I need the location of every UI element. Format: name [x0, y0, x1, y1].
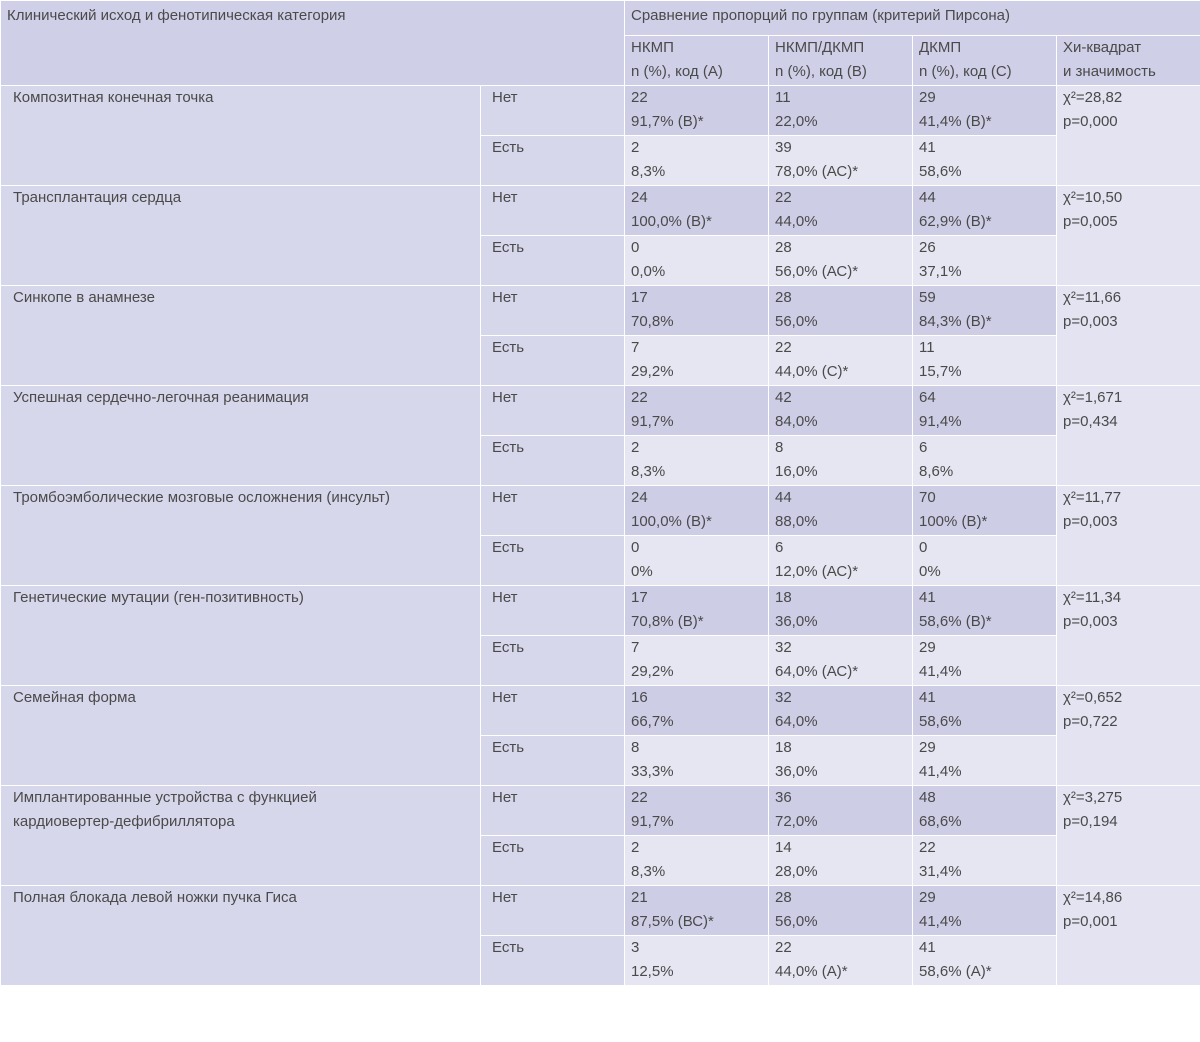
cell-text: 21	[631, 889, 648, 906]
cell-text: 22	[631, 389, 648, 406]
cell-text: Успешная сердечно-легочная реанимация	[13, 389, 309, 406]
value-cell-dkmp	[913, 236, 1057, 286]
cell-text: 100,0% (В)*	[631, 213, 712, 230]
column-header-nkmp: НКМП n (%), код (А)	[625, 36, 769, 86]
cell-text: 28,0%	[775, 863, 818, 880]
level-label	[481, 136, 625, 186]
cell-text: 0%	[631, 563, 653, 580]
cell-text: 22	[919, 839, 936, 856]
cell-text: 0,0%	[631, 263, 666, 280]
level-label	[481, 936, 625, 986]
cell-text: χ²=1,671	[1063, 389, 1123, 406]
cell-text: 32	[775, 689, 792, 706]
cell-text: 66,7%	[631, 713, 674, 730]
cell-text: Нет	[492, 489, 518, 506]
cell-text: χ²=14,86	[1063, 889, 1123, 906]
cell-text: 41,4%	[919, 913, 962, 930]
cell-text: χ²=11,77	[1063, 489, 1122, 506]
outcome-label	[1, 386, 481, 486]
cell-text: Трансплантация сердца	[13, 189, 182, 206]
cell-text: 16,0%	[775, 463, 818, 480]
cell-text: 28	[775, 239, 792, 256]
cell-text: 62,9% (В)*	[919, 213, 992, 230]
table-row	[1, 886, 1200, 936]
cell-text: 17	[631, 289, 648, 306]
cell-text: p=0,005	[1063, 213, 1118, 230]
cell-text: Синкопе в анамнезе	[13, 289, 155, 306]
table-row	[1, 286, 1200, 336]
cell-text: χ²=28,82	[1063, 89, 1123, 106]
value-cell-nkmp-dkmp	[769, 386, 913, 436]
value-cell-dkmp	[913, 336, 1057, 386]
cell-text: p=0,003	[1063, 313, 1118, 330]
cell-text: 22	[775, 189, 792, 206]
cell-text: 84,0%	[775, 413, 818, 430]
cell-text: 91,7% (В)*	[631, 113, 704, 130]
value-cell-nkmp	[625, 186, 769, 236]
level-label	[481, 286, 625, 336]
value-cell-nkmp-dkmp	[769, 336, 913, 386]
cell-text: 7	[631, 639, 640, 656]
cell-text: 70	[919, 489, 936, 506]
value-cell-nkmp-dkmp	[769, 836, 913, 886]
cell-text: 2	[631, 839, 640, 856]
cell-text: Генетические мутации (ген-позитивность)	[13, 589, 304, 606]
cell-text: 36,0%	[775, 613, 818, 630]
cell-text: χ²=10,50	[1063, 189, 1123, 206]
cell-text: 0%	[919, 563, 941, 580]
cell-text: 0	[631, 539, 640, 556]
cell-text: 100% (В)*	[919, 513, 988, 530]
chi-square-cell	[1057, 786, 1200, 886]
cell-text: 11	[775, 89, 791, 106]
cell-text: 29,2%	[631, 363, 674, 380]
cell-text: Тромбоэмболические мозговые осложнения (инсульт)	[13, 489, 390, 506]
cell-text: 41,4% (В)*	[919, 113, 992, 130]
cell-text: 48	[919, 789, 936, 806]
value-cell-dkmp	[913, 786, 1057, 836]
cell-text: Есть	[492, 639, 525, 656]
cell-text: 41	[919, 589, 936, 606]
table-row	[1, 786, 1200, 836]
cell-text: 78,0% (АС)*	[775, 163, 859, 180]
value-cell-nkmp	[625, 536, 769, 586]
cell-text: 31,4%	[919, 863, 962, 880]
cell-text: 29	[919, 89, 936, 106]
level-label	[481, 736, 625, 786]
cell-text: 87,5% (ВС)*	[631, 913, 714, 930]
value-cell-nkmp	[625, 736, 769, 786]
cell-text: 37,1%	[919, 263, 962, 280]
value-cell-nkmp-dkmp	[769, 86, 913, 136]
value-cell-nkmp	[625, 686, 769, 736]
cell-text: 26	[919, 239, 936, 256]
cell-text: 41,4%	[919, 763, 962, 780]
cell-text: Есть	[492, 439, 525, 456]
table-row	[1, 386, 1200, 436]
cell-text: 44,0%	[775, 213, 818, 230]
level-label	[481, 636, 625, 686]
column-header-dkmp: ДКМП n (%), код (С)	[913, 36, 1057, 86]
chi-square-cell	[1057, 186, 1200, 286]
cell-text: Нет	[492, 89, 518, 106]
cell-text: 36,0%	[775, 763, 818, 780]
cell-text: 56,0%	[775, 313, 818, 330]
value-cell-nkmp-dkmp	[769, 186, 913, 236]
cell-text: 8	[631, 739, 640, 756]
cell-text: p=0,194	[1063, 813, 1118, 830]
value-cell-dkmp	[913, 386, 1057, 436]
cell-text: 91,4%	[919, 413, 962, 430]
cell-text: 18	[775, 739, 792, 756]
cell-text: 12,5%	[631, 963, 674, 980]
value-cell-nkmp	[625, 286, 769, 336]
value-cell-dkmp	[913, 686, 1057, 736]
cell-text: 41	[919, 689, 936, 706]
outcome-label	[1, 286, 481, 386]
value-cell-nkmp-dkmp	[769, 586, 913, 636]
value-cell-nkmp-dkmp	[769, 636, 913, 686]
cell-text: p=0,434	[1063, 413, 1118, 430]
cell-text: 8,3%	[631, 463, 666, 480]
cell-text: Есть	[492, 839, 525, 856]
outcome-label	[1, 886, 481, 986]
level-label	[481, 536, 625, 586]
value-cell-dkmp	[913, 186, 1057, 236]
cell-text: 32	[775, 639, 792, 656]
cell-text: 8,6%	[919, 463, 954, 480]
cell-text: 29	[919, 639, 936, 656]
cell-text: 84,3% (В)*	[919, 313, 992, 330]
cell-text: 58,6% (В)*	[919, 613, 992, 630]
value-cell-nkmp-dkmp	[769, 486, 913, 536]
level-label	[481, 336, 625, 386]
comparison-header: Сравнение пропорций по группам (критерий Пирсона)	[625, 1, 1200, 36]
cell-text: Семейная форма	[13, 689, 136, 706]
value-cell-nkmp-dkmp	[769, 936, 913, 986]
table-row	[1, 86, 1200, 136]
cell-text: 44	[775, 489, 792, 506]
cell-text: 18	[775, 589, 792, 606]
cell-text: 2	[631, 439, 640, 456]
cell-text: 22	[775, 939, 792, 956]
chi-square-cell	[1057, 886, 1200, 986]
cell-text: 29	[919, 889, 936, 906]
cell-text: 8,3%	[631, 863, 666, 880]
cell-text: Есть	[492, 939, 525, 956]
cell-text: Есть	[492, 239, 525, 256]
cell-text: 24	[631, 489, 648, 506]
cell-text: Композитная конечная точка	[13, 89, 214, 106]
chi-square-cell	[1057, 686, 1200, 786]
value-cell-nkmp	[625, 586, 769, 636]
value-cell-nkmp	[625, 86, 769, 136]
cell-text: 0	[919, 539, 928, 556]
level-label	[481, 86, 625, 136]
cell-text: 11	[919, 339, 935, 356]
cell-text: p=0,003	[1063, 513, 1118, 530]
outcome-label	[1, 486, 481, 586]
level-label	[481, 836, 625, 886]
value-cell-nkmp	[625, 936, 769, 986]
value-cell-nkmp	[625, 886, 769, 936]
cell-text: 41	[919, 939, 936, 956]
value-cell-nkmp	[625, 636, 769, 686]
cell-text: Нет	[492, 689, 518, 706]
cell-text: 70,8%	[631, 313, 674, 330]
cell-text: 58,6%	[919, 163, 962, 180]
cell-text: Нет	[492, 289, 518, 306]
value-cell-dkmp	[913, 836, 1057, 886]
cell-text: 22	[631, 89, 648, 106]
value-cell-dkmp	[913, 636, 1057, 686]
value-cell-nkmp	[625, 486, 769, 536]
cell-text: p=0,000	[1063, 113, 1118, 130]
cell-text: 7	[631, 339, 640, 356]
cell-text: p=0,722	[1063, 713, 1118, 730]
cell-text: 12,0% (АС)*	[775, 563, 859, 580]
outcome-label	[1, 186, 481, 286]
value-cell-dkmp	[913, 86, 1057, 136]
value-cell-nkmp-dkmp	[769, 786, 913, 836]
value-cell-nkmp	[625, 136, 769, 186]
cell-text: 41	[919, 139, 936, 156]
cell-text: 44,0% (С)*	[775, 363, 849, 380]
cell-text: 28	[775, 889, 792, 906]
value-cell-dkmp	[913, 436, 1057, 486]
cell-text: 16	[631, 689, 648, 706]
value-cell-nkmp	[625, 786, 769, 836]
level-label	[481, 186, 625, 236]
cell-text: 68,6%	[919, 813, 962, 830]
value-cell-dkmp	[913, 136, 1057, 186]
cell-text: 44,0% (А)*	[775, 963, 848, 980]
chi-square-cell	[1057, 486, 1200, 586]
value-cell-dkmp	[913, 736, 1057, 786]
value-cell-nkmp-dkmp	[769, 286, 913, 336]
column-header-nkmp-dkmp: НКМП/ДКМП n (%), код (В)	[769, 36, 913, 86]
outcome-label	[1, 786, 481, 886]
cell-text: 58,6%	[919, 713, 962, 730]
cell-text: 22,0%	[775, 113, 818, 130]
cell-text: 14	[775, 839, 792, 856]
column-header-chi-square: Хи-квадрат и значимость	[1057, 36, 1200, 86]
outcome-label	[1, 586, 481, 686]
value-cell-dkmp	[913, 586, 1057, 636]
cell-text: Полная блокада левой ножки пучка Гиса	[13, 889, 297, 906]
cell-text: 70,8% (В)*	[631, 613, 704, 630]
cell-text: 56,0% (АС)*	[775, 263, 859, 280]
value-cell-nkmp-dkmp	[769, 436, 913, 486]
cell-text: кардиовертер-дефибриллятора	[13, 813, 235, 830]
cell-text: 0	[631, 239, 640, 256]
cell-text: Есть	[492, 739, 525, 756]
cell-text: 22	[631, 789, 648, 806]
value-cell-dkmp	[913, 536, 1057, 586]
level-label	[481, 786, 625, 836]
value-cell-nkmp-dkmp	[769, 686, 913, 736]
cell-text: 59	[919, 289, 936, 306]
cell-text: 72,0%	[775, 813, 818, 830]
cell-text: 6	[775, 539, 784, 556]
cell-text: 15,7%	[919, 363, 962, 380]
cell-text: 17	[631, 589, 648, 606]
table-row	[1, 186, 1200, 236]
table-row	[1, 686, 1200, 736]
value-cell-nkmp	[625, 386, 769, 436]
value-cell-dkmp	[913, 286, 1057, 336]
cell-text: 24	[631, 189, 648, 206]
cell-text: 100,0% (В)*	[631, 513, 712, 530]
cell-text: 2	[631, 139, 640, 156]
cell-text: 36	[775, 789, 792, 806]
value-cell-nkmp-dkmp	[769, 136, 913, 186]
cell-text: Нет	[492, 589, 518, 606]
cell-text: 33,3%	[631, 763, 674, 780]
cell-text: χ²=11,66	[1063, 289, 1122, 306]
cell-text: Нет	[492, 189, 518, 206]
cell-text: χ²=11,34	[1063, 589, 1122, 606]
value-cell-nkmp-dkmp	[769, 236, 913, 286]
cell-text: Есть	[492, 139, 525, 156]
cell-text: Есть	[492, 539, 525, 556]
cell-text: 88,0%	[775, 513, 818, 530]
cell-text: 6	[919, 439, 928, 456]
level-label	[481, 236, 625, 286]
cell-text: 44	[919, 189, 936, 206]
cell-text: 22	[775, 339, 792, 356]
cell-text: 64,0% (АС)*	[775, 663, 859, 680]
chi-square-cell	[1057, 586, 1200, 686]
cell-text: p=0,001	[1063, 913, 1118, 930]
value-cell-nkmp	[625, 336, 769, 386]
cell-text: 91,7%	[631, 813, 674, 830]
cell-text: 58,6% (А)*	[919, 963, 992, 980]
cell-text: 29,2%	[631, 663, 674, 680]
cell-text: 8,3%	[631, 163, 666, 180]
cell-text: Нет	[492, 889, 518, 906]
cell-text: p=0,003	[1063, 613, 1118, 630]
outcome-label	[1, 86, 481, 186]
value-cell-dkmp	[913, 486, 1057, 536]
value-cell-nkmp	[625, 236, 769, 286]
cell-text: 29	[919, 739, 936, 756]
cell-text: Нет	[492, 389, 518, 406]
cell-text: 42	[775, 389, 792, 406]
chi-square-cell	[1057, 286, 1200, 386]
cell-text: 39	[775, 139, 792, 156]
cell-text: 8	[775, 439, 784, 456]
level-label	[481, 386, 625, 436]
value-cell-nkmp-dkmp	[769, 536, 913, 586]
cell-text: Нет	[492, 789, 518, 806]
chi-square-cell	[1057, 386, 1200, 486]
level-label	[481, 486, 625, 536]
cell-text: 56,0%	[775, 913, 818, 930]
value-cell-dkmp	[913, 936, 1057, 986]
cell-text: 3	[631, 939, 640, 956]
value-cell-nkmp-dkmp	[769, 736, 913, 786]
cell-text: 91,7%	[631, 413, 674, 430]
cell-text: 28	[775, 289, 792, 306]
value-cell-nkmp	[625, 436, 769, 486]
level-label	[481, 886, 625, 936]
cell-text: Есть	[492, 339, 525, 356]
cell-text: Имплантированные устройства с функцией	[13, 789, 317, 806]
value-cell-nkmp-dkmp	[769, 886, 913, 936]
outcome-label	[1, 686, 481, 786]
level-label	[481, 436, 625, 486]
category-header: Клинический исход и фенотипическая категория	[1, 1, 625, 86]
cell-text: χ²=3,275	[1063, 789, 1123, 806]
value-cell-dkmp	[913, 886, 1057, 936]
chi-square-cell	[1057, 86, 1200, 186]
value-cell-nkmp	[625, 836, 769, 886]
cell-text: 41,4%	[919, 663, 962, 680]
cell-text: 64,0%	[775, 713, 818, 730]
level-label	[481, 686, 625, 736]
table-row	[1, 586, 1200, 636]
level-label	[481, 586, 625, 636]
table-row	[1, 486, 1200, 536]
cell-text: χ²=0,652	[1063, 689, 1123, 706]
cell-text: 64	[919, 389, 936, 406]
